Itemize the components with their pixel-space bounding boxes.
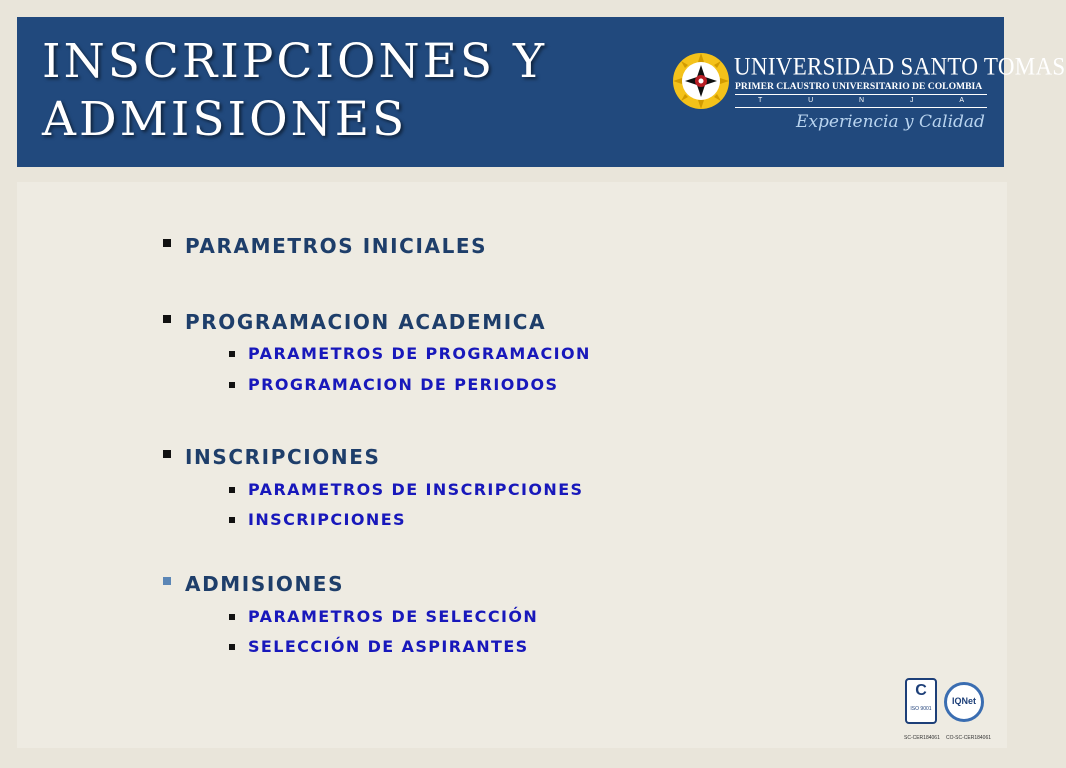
university-seal-icon	[672, 52, 730, 110]
city-letter: J	[909, 97, 914, 104]
menu-item-label: PARAMETROS INICIALES	[185, 234, 488, 258]
square-bullet-icon	[229, 614, 235, 620]
city-letter: U	[808, 97, 814, 104]
submenu-item-seleccion-de-aspirantes[interactable]	[229, 637, 529, 656]
city-letter: A	[959, 97, 965, 104]
menu-item-programacion-academica[interactable]	[163, 310, 546, 334]
logo-divider	[735, 94, 987, 95]
logo-divider	[735, 107, 987, 108]
icontec-badge	[905, 678, 937, 724]
submenu-item-parametros-de-programacion[interactable]	[229, 344, 591, 363]
submenu-item-label: SELECCIÓN DE ASPIRANTES	[248, 637, 529, 656]
submenu-item-inscripciones[interactable]	[229, 510, 406, 529]
university-subtitle: PRIMER CLAUSTRO UNIVERSITARIO DE COLOMBIA	[735, 81, 983, 92]
university-motto: Experiencia y Calidad	[796, 112, 985, 132]
submenu-item-label: PARAMETROS DE PROGRAMACION	[248, 344, 591, 363]
menu-item-admisiones[interactable]	[163, 572, 344, 596]
square-bullet-icon	[163, 577, 171, 585]
certification-badges	[898, 676, 990, 746]
iqnet-badge	[944, 682, 984, 722]
square-bullet-icon	[229, 644, 235, 650]
submenu-item-label: PARAMETROS DE SELECCIÓN	[248, 607, 539, 626]
city-letter: N	[859, 97, 865, 104]
square-bullet-icon	[229, 517, 235, 523]
square-bullet-icon	[163, 450, 171, 458]
submenu-item-label: PARAMETROS DE INSCRIPCIONES	[248, 480, 584, 499]
menu-item-inscripciones[interactable]	[163, 445, 381, 469]
iqnet-label: IQNet	[951, 696, 976, 706]
square-bullet-icon	[163, 239, 171, 247]
menu-item-label: ADMISIONES	[185, 572, 345, 596]
menu-item-parametros-iniciales[interactable]	[163, 234, 487, 258]
icontec-mark: C	[915, 682, 927, 699]
submenu-item-programacion-de-periodos[interactable]	[229, 375, 558, 394]
certificate-code: SC-CER184061	[904, 735, 940, 741]
iso-label: ISO 9001	[910, 706, 932, 712]
square-bullet-icon	[229, 487, 235, 493]
slide-header	[17, 17, 1066, 167]
certificate-code: CO-SC-CER184061	[946, 735, 992, 741]
menu-item-label: PROGRAMACION ACADEMICA	[185, 310, 547, 334]
university-city	[735, 97, 987, 104]
square-bullet-icon	[229, 351, 235, 357]
submenu-item-label: INSCRIPCIONES	[248, 510, 406, 529]
square-bullet-icon	[229, 382, 235, 388]
city-letter: T	[757, 97, 763, 104]
submenu-item-parametros-de-inscripciones[interactable]	[229, 480, 583, 499]
university-name: UNIVERSIDAD SANTO TOMAS	[734, 52, 1066, 80]
slide-title: INSCRIPCIONES Y ADMISIONES	[42, 34, 548, 147]
submenu-item-label: PROGRAMACION DE PERIODOS	[248, 375, 559, 394]
menu-item-label: INSCRIPCIONES	[185, 445, 381, 469]
submenu-item-parametros-de-seleccion[interactable]	[229, 607, 538, 626]
university-logo	[672, 52, 1066, 142]
square-bullet-icon	[163, 315, 171, 323]
